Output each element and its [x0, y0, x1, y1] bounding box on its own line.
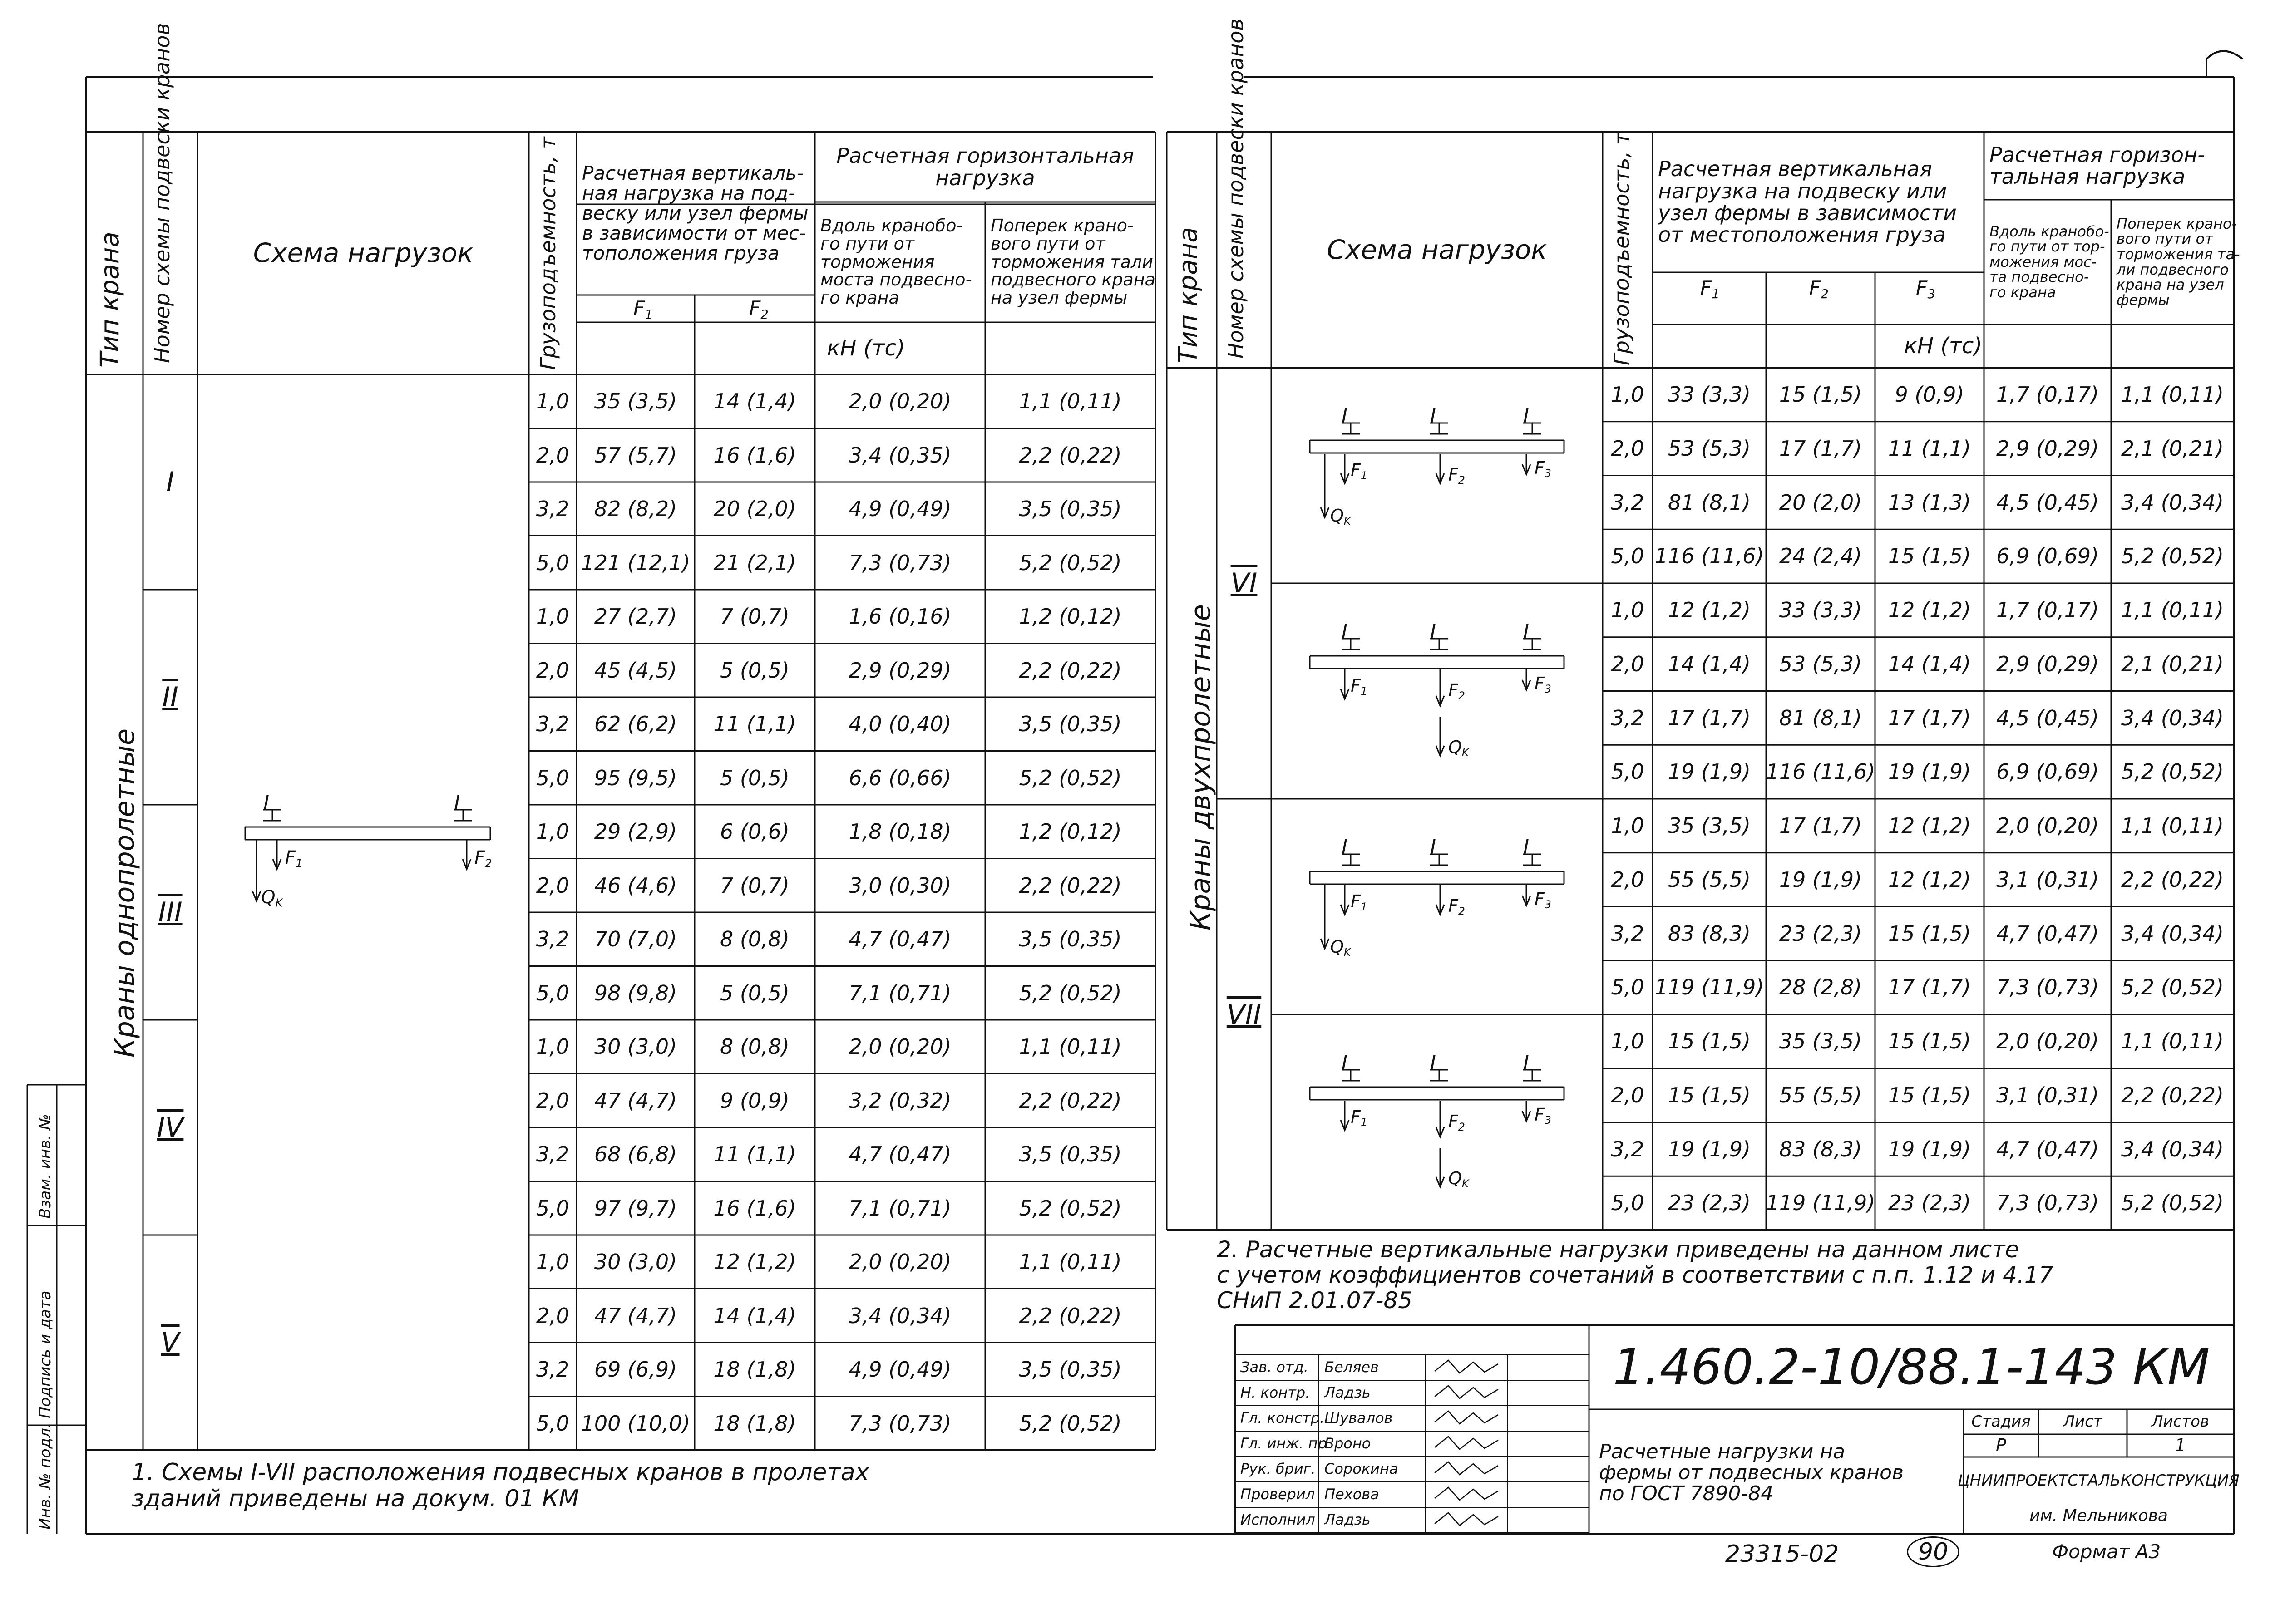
right-cell-r8-c2: 17 (1,7): [1779, 813, 1862, 838]
right-scheme-mark-a-2: I: [1342, 836, 1347, 859]
left-cell-r2-c3: 4,9 (0,49): [849, 497, 952, 522]
left-cell-r13-c3: 3,2 (0,32): [849, 1088, 952, 1113]
left-cell-r7-c3: 6,6 (0,66): [849, 765, 952, 790]
left-cell-r19-c1: 100 (10,0): [581, 1411, 691, 1436]
f1-header: F1: [633, 297, 653, 322]
scheme-number-VI: VI: [1230, 567, 1258, 599]
left-cell-r4-c3: 1,6 (0,16): [849, 604, 952, 629]
stage-label: Стадия: [1971, 1412, 2031, 1431]
right-cell-r10-c3: 15 (1,5): [1888, 921, 1971, 946]
right-cell-r9-c4: 3,1 (0,31): [1996, 867, 2099, 892]
right-cell-r3-c4: 6,9 (0,69): [1996, 544, 2099, 569]
right-cell-r5-c1: 14 (1,4): [1668, 651, 1751, 676]
left-cell-r3-c4: 5,2 (0,52): [1019, 550, 1122, 575]
right-cell-r5-c4: 2,9 (0,29): [1996, 651, 2099, 676]
left-cell-r19-c4: 5,2 (0,52): [1019, 1411, 1122, 1436]
left-cell-r5-c1: 45 (4,5): [594, 658, 677, 683]
left-cell-r6-c2: 11 (1,1): [713, 712, 796, 737]
right-cell-r5-c5: 2,1 (0,21): [2121, 651, 2224, 676]
left-cell-r9-c4: 2,2 (0,22): [1019, 873, 1122, 898]
right-cell-r11-c3: 17 (1,7): [1888, 975, 1971, 1000]
left-scheme-mark-2: I: [454, 792, 460, 815]
left-cell-r18-c0: 3,2: [536, 1357, 570, 1382]
right-cell-r2-c5: 3,4 (0,34): [2121, 490, 2224, 515]
left-cell-r19-c3: 7,3 (0,73): [849, 1411, 952, 1436]
side-label-2: Взам. инв. №: [36, 1114, 54, 1219]
left-cell-r10-c0: 3,2: [536, 927, 570, 952]
unit-header: кН (тс): [827, 335, 905, 361]
left-cell-r14-c0: 3,2: [536, 1142, 570, 1167]
left-cell-r17-c4: 2,2 (0,22): [1019, 1303, 1122, 1328]
right-cell-r3-c0: 5,0: [1611, 544, 1644, 569]
left-cell-r19-c2: 18 (1,8): [713, 1411, 796, 1436]
right-scheme-qk-0: QK: [1330, 506, 1351, 528]
scheme-number-VII: VII: [1226, 998, 1262, 1030]
title-role-1: Н. контр.: [1240, 1384, 1310, 1402]
right-cell-r14-c0: 3,2: [1611, 1137, 1644, 1161]
right-cell-r11-c0: 5,0: [1611, 975, 1644, 1000]
load-scheme-header-right: Схема нагрузок: [1327, 234, 1547, 265]
left-cell-r8-c2: 6 (0,6): [720, 819, 790, 844]
right-cell-r10-c2: 23 (2,3): [1779, 921, 1862, 946]
title-name-6: Ладзь: [1324, 1511, 1371, 1529]
right-cell-r6-c1: 17 (1,7): [1668, 705, 1751, 730]
right-cell-r2-c0: 3,2: [1611, 490, 1644, 515]
right-cell-r13-c2: 55 (5,5): [1779, 1083, 1862, 1107]
right-cell-r8-c5: 1,1 (0,11): [2121, 813, 2224, 838]
right-cell-r15-c5: 5,2 (0,52): [2121, 1191, 2224, 1216]
left-cell-r10-c4: 3,5 (0,35): [1019, 927, 1122, 952]
right-scheme-qk-3: QK: [1448, 1168, 1469, 1191]
right-scheme-f1-3: F1: [1351, 1107, 1367, 1129]
left-cell-r2-c0: 3,2: [536, 497, 570, 522]
left-cell-r1-c3: 3,4 (0,35): [849, 443, 952, 468]
right-cell-r7-c5: 5,2 (0,52): [2121, 759, 2224, 784]
left-cell-r6-c3: 4,0 (0,40): [849, 712, 952, 737]
right-cell-r15-c0: 5,0: [1611, 1191, 1644, 1216]
left-cell-r18-c4: 3,5 (0,35): [1019, 1357, 1122, 1382]
left-cell-r3-c3: 7,3 (0,73): [849, 550, 952, 575]
right-scheme-f3-3: F3: [1535, 1105, 1551, 1127]
right-cell-r13-c4: 3,1 (0,31): [1996, 1083, 2099, 1107]
right-cell-r12-c0: 1,0: [1611, 1029, 1644, 1054]
right-cell-r11-c5: 5,2 (0,52): [2121, 975, 2224, 1000]
left-cell-r17-c1: 47 (4,7): [594, 1303, 677, 1328]
sheet-label: Лист: [2063, 1412, 2102, 1431]
scheme-number-header-right: Номер схемы подвески кранов: [1224, 18, 1248, 359]
organization-name: ЦНИИПРОЕКТСТАЛЬКОНСТРУКЦИЯ: [1958, 1471, 2240, 1490]
right-cell-r4-c0: 1,0: [1611, 598, 1644, 623]
right-scheme-f3-0: F3: [1535, 458, 1551, 480]
scheme-number-IV: IV: [157, 1111, 184, 1143]
right-cell-r8-c0: 1,0: [1611, 813, 1644, 838]
organization-subtitle: им. Мельникова: [2029, 1506, 2168, 1526]
left-cell-r14-c4: 3,5 (0,35): [1019, 1142, 1122, 1167]
vertical-load-header: Расчетная вертикаль- ная нагрузка на под- веску или узел фермы в зависимости от мес- тоположения груза: [582, 162, 809, 265]
title-role-3: Гл. инж. пр.: [1240, 1435, 1332, 1452]
left-cell-r3-c1: 121 (12,1): [581, 550, 691, 575]
unit-header-right: кН (тс): [1904, 333, 1983, 359]
left-cell-r13-c1: 47 (4,7): [594, 1088, 677, 1113]
single-span-cranes-label: Краны однопролетные: [109, 728, 141, 1058]
left-cell-r4-c4: 1,2 (0,12): [1019, 604, 1122, 629]
left-cell-r9-c0: 2,0: [536, 873, 570, 898]
capacity-header-right: Грузоподъемность, т: [1609, 132, 1634, 365]
left-cell-r15-c0: 5,0: [536, 1196, 570, 1220]
left-scheme-f1: F1: [285, 847, 303, 870]
right-cell-r8-c1: 35 (3,5): [1668, 813, 1751, 838]
f2-header: F2: [749, 297, 769, 322]
right-cell-r5-c3: 14 (1,4): [1888, 651, 1971, 676]
right-scheme-mark-b-3: I: [1430, 1051, 1436, 1074]
left-cell-r1-c2: 16 (1,6): [713, 443, 796, 468]
right-scheme-mark-b-0: I: [1430, 404, 1436, 428]
left-cell-r5-c4: 2,2 (0,22): [1019, 658, 1122, 683]
right-cell-r15-c4: 7,3 (0,73): [1996, 1191, 2099, 1216]
left-cell-r11-c1: 98 (9,8): [594, 980, 677, 1005]
right-scheme-mark-b-1: I: [1430, 620, 1436, 643]
right-cell-r0-c3: 9 (0,9): [1895, 382, 1964, 407]
left-cell-r8-c3: 1,8 (0,18): [849, 819, 952, 844]
scheme-number-III: III: [158, 896, 183, 928]
left-cell-r10-c3: 4,7 (0,47): [849, 927, 952, 952]
sheets-value: 1: [2175, 1435, 2186, 1456]
scheme-number-I: I: [166, 466, 174, 498]
left-cell-r18-c2: 18 (1,8): [713, 1357, 796, 1382]
left-cell-r18-c1: 69 (6,9): [594, 1357, 677, 1382]
right-cell-r2-c4: 4,5 (0,45): [1996, 490, 2099, 515]
right-cell-r14-c5: 3,4 (0,34): [2121, 1137, 2224, 1161]
left-cell-r8-c0: 1,0: [536, 819, 570, 844]
right-cell-r7-c1: 19 (1,9): [1668, 759, 1751, 784]
left-cell-r6-c4: 3,5 (0,35): [1019, 712, 1122, 737]
right-cell-r12-c5: 1,1 (0,11): [2121, 1029, 2224, 1054]
right-scheme-f3-2: F3: [1535, 889, 1551, 911]
right-cell-r9-c3: 12 (1,2): [1888, 867, 1971, 892]
left-cell-r1-c0: 2,0: [536, 443, 570, 468]
f2-header-right: F2: [1809, 276, 1829, 302]
right-scheme-f2-2: F2: [1448, 896, 1465, 918]
left-cell-r12-c1: 30 (3,0): [594, 1034, 677, 1059]
left-cell-r3-c0: 5,0: [536, 550, 570, 575]
right-scheme-qk-1: QK: [1448, 737, 1469, 759]
left-cell-r6-c1: 62 (6,2): [594, 712, 677, 737]
left-cell-r1-c1: 57 (5,7): [594, 443, 677, 468]
title-role-4: Рук. бриг.: [1240, 1460, 1316, 1478]
left-cell-r15-c1: 97 (9,7): [594, 1196, 677, 1220]
left-cell-r12-c4: 1,1 (0,11): [1019, 1034, 1122, 1059]
double-span-cranes-label: Краны двухпролетные: [1185, 604, 1217, 930]
left-scheme-qk: QK: [261, 887, 283, 910]
left-scheme-f2: F2: [474, 847, 492, 870]
drawing-title: Расчетные нагрузки на фермы от подвесных кранов по ГОСТ 7890-84: [1599, 1440, 1904, 1506]
right-cell-r5-c2: 53 (5,3): [1779, 651, 1862, 676]
left-cell-r10-c1: 70 (7,0): [594, 927, 677, 952]
left-cell-r0-c0: 1,0: [536, 389, 570, 414]
document-code: 1.460.2-10/88.1-143 КМ: [1613, 1339, 2210, 1396]
right-scheme-mark-c-1: I: [1523, 620, 1529, 643]
title-role-2: Гл. констр.: [1240, 1409, 1325, 1427]
right-cell-r1-c1: 53 (5,3): [1668, 436, 1751, 461]
right-cell-r2-c2: 20 (2,0): [1779, 490, 1862, 515]
right-scheme-f2-0: F2: [1448, 465, 1465, 487]
right-cell-r1-c2: 17 (1,7): [1779, 436, 1862, 461]
left-cell-r17-c0: 2,0: [536, 1303, 570, 1328]
left-cell-r4-c2: 7 (0,7): [720, 604, 790, 629]
right-scheme-mark-c-0: I: [1523, 404, 1529, 428]
format-label: Формат А3: [2052, 1540, 2161, 1563]
right-cell-r6-c0: 3,2: [1611, 705, 1644, 730]
left-scheme-mark-1: I: [263, 792, 269, 815]
right-cell-r7-c3: 19 (1,9): [1888, 759, 1971, 784]
right-scheme-mark-c-3: I: [1523, 1051, 1529, 1074]
right-cell-r1-c3: 11 (1,1): [1888, 436, 1971, 461]
right-cell-r3-c3: 15 (1,5): [1888, 544, 1971, 569]
right-cell-r0-c5: 1,1 (0,11): [2121, 382, 2224, 407]
title-role-0: Зав. отд.: [1240, 1358, 1308, 1376]
left-cell-r16-c1: 30 (3,0): [594, 1250, 677, 1275]
right-scheme-mark-a-3: I: [1342, 1051, 1347, 1074]
crane-type-header: Тип крана: [95, 231, 125, 368]
title-name-4: Сорокина: [1324, 1460, 1398, 1478]
right-cell-r4-c1: 12 (1,2): [1668, 598, 1751, 623]
right-scheme-mark-c-2: I: [1523, 836, 1529, 859]
right-scheme-mark-a-1: I: [1342, 620, 1347, 643]
side-label-0: Инв. № подл.: [36, 1423, 54, 1530]
left-cell-r10-c2: 8 (0,8): [720, 927, 790, 952]
horizontal-load-header: Расчетная горизонтальная нагрузка: [836, 143, 1134, 190]
left-cell-r7-c0: 5,0: [536, 765, 570, 790]
right-cell-r0-c1: 33 (3,3): [1668, 382, 1751, 407]
left-cell-r4-c1: 27 (2,7): [594, 604, 677, 629]
right-scheme-f2-3: F2: [1448, 1112, 1465, 1134]
right-cell-r15-c2: 119 (11,9): [1766, 1191, 1875, 1216]
right-cell-r8-c3: 12 (1,2): [1888, 813, 1971, 838]
right-cell-r7-c4: 6,9 (0,69): [1996, 759, 2099, 784]
right-cell-r15-c3: 23 (2,3): [1888, 1191, 1971, 1216]
sheets-label: Листов: [2151, 1412, 2209, 1431]
right-scheme-f1-1: F1: [1351, 676, 1367, 698]
right-cell-r3-c2: 24 (2,4): [1779, 544, 1862, 569]
right-cell-r10-c1: 83 (8,3): [1668, 921, 1751, 946]
left-cell-r11-c4: 5,2 (0,52): [1019, 980, 1122, 1005]
side-label-1: Подпись и дата: [36, 1290, 54, 1418]
left-cell-r11-c3: 7,1 (0,71): [849, 980, 952, 1005]
right-cell-r4-c4: 1,7 (0,17): [1996, 598, 2099, 623]
left-cell-r5-c0: 2,0: [536, 658, 570, 683]
right-scheme-f1-0: F1: [1351, 460, 1367, 482]
right-cell-r1-c4: 2,9 (0,29): [1996, 436, 2099, 461]
left-cell-r12-c3: 2,0 (0,20): [849, 1034, 952, 1059]
right-cell-r12-c1: 15 (1,5): [1668, 1029, 1751, 1054]
right-cell-r15-c1: 23 (2,3): [1668, 1191, 1751, 1216]
right-cell-r14-c3: 19 (1,9): [1888, 1137, 1971, 1161]
title-role-5: Проверил: [1240, 1486, 1315, 1503]
right-cell-r13-c3: 15 (1,5): [1888, 1083, 1971, 1107]
right-cell-r12-c3: 15 (1,5): [1888, 1029, 1971, 1054]
vertical-load-header-right: Расчетная вертикальная нагрузка на подвеску или узел фермы в зависимости от местоположения груза: [1658, 157, 1957, 247]
left-cell-r3-c2: 21 (2,1): [713, 550, 796, 575]
left-cell-r2-c2: 20 (2,0): [713, 497, 796, 522]
right-cell-r9-c1: 55 (5,5): [1668, 867, 1751, 892]
right-cell-r9-c0: 2,0: [1611, 867, 1644, 892]
capacity-header: Грузоподъемность, т: [536, 137, 560, 370]
left-cell-r9-c3: 3,0 (0,30): [849, 873, 952, 898]
right-cell-r2-c3: 13 (1,3): [1888, 490, 1971, 515]
title-name-2: Шувалов: [1324, 1409, 1393, 1427]
scheme-number-header: Номер схемы подвески кранов: [150, 23, 174, 363]
stage-value: Р: [1996, 1435, 2006, 1456]
right-cell-r3-c5: 5,2 (0,52): [2121, 544, 2224, 569]
across-crane-path-header-right: Поперек крано- вого пути от торможения та- ли подвесного крана на узел фермы: [2117, 215, 2240, 309]
left-cell-r9-c1: 46 (4,6): [594, 873, 677, 898]
left-cell-r12-c0: 1,0: [536, 1034, 570, 1059]
left-cell-r0-c3: 2,0 (0,20): [849, 389, 952, 414]
right-cell-r14-c4: 4,7 (0,47): [1996, 1137, 2099, 1161]
right-cell-r10-c4: 4,7 (0,47): [1996, 921, 2099, 946]
right-scheme-f1-2: F1: [1351, 891, 1367, 914]
left-cell-r14-c1: 68 (6,8): [594, 1142, 677, 1167]
along-crane-path-header-right: Вдоль кранобо- го пути от тор- можения мос- та подвесно- го крана: [1989, 222, 2109, 301]
left-cell-r16-c3: 2,0 (0,20): [849, 1250, 952, 1275]
right-cell-r10-c5: 3,4 (0,34): [2121, 921, 2224, 946]
note-2: 2. Расчетные вертикальные нагрузки приведены на данном листе с учетом коэффициентов сочетаний в соответствии с п.п. 1.12 и 4.17 СНиП 2.01.07-85: [1217, 1236, 2053, 1314]
right-scheme-f2-1: F2: [1448, 680, 1465, 703]
archive-number: 23315-02: [1725, 1540, 1839, 1568]
left-cell-r14-c2: 11 (1,1): [713, 1142, 796, 1167]
left-cell-r2-c1: 82 (8,2): [594, 497, 677, 522]
left-cell-r15-c3: 7,1 (0,71): [849, 1196, 952, 1220]
right-scheme-qk-2: QK: [1330, 937, 1351, 959]
right-cell-r10-c0: 3,2: [1611, 921, 1644, 946]
title-role-6: Исполнил: [1240, 1511, 1315, 1529]
left-cell-r0-c2: 14 (1,4): [713, 389, 796, 414]
right-cell-r7-c2: 116 (11,6): [1766, 759, 1875, 784]
left-cell-r16-c4: 1,1 (0,11): [1019, 1250, 1122, 1275]
title-name-0: Беляев: [1324, 1358, 1379, 1376]
left-cell-r8-c4: 1,2 (0,12): [1019, 819, 1122, 844]
left-cell-r7-c2: 5 (0,5): [720, 765, 790, 790]
left-cell-r15-c2: 16 (1,6): [713, 1196, 796, 1220]
right-cell-r7-c0: 5,0: [1611, 759, 1644, 784]
title-name-3: Вроно: [1324, 1435, 1371, 1452]
right-cell-r13-c5: 2,2 (0,22): [2121, 1083, 2224, 1107]
right-cell-r6-c2: 81 (8,1): [1779, 705, 1862, 730]
left-cell-r12-c2: 8 (0,8): [720, 1034, 790, 1059]
left-cell-r16-c2: 12 (1,2): [713, 1250, 796, 1275]
left-cell-r7-c4: 5,2 (0,52): [1019, 765, 1122, 790]
right-cell-r4-c2: 33 (3,3): [1779, 598, 1862, 623]
left-cell-r17-c2: 14 (1,4): [713, 1303, 796, 1328]
right-cell-r13-c1: 15 (1,5): [1668, 1083, 1751, 1107]
scheme-number-II: II: [162, 681, 178, 713]
right-scheme-f3-1: F3: [1535, 674, 1551, 696]
left-cell-r9-c2: 7 (0,7): [720, 873, 790, 898]
left-cell-r6-c0: 3,2: [536, 712, 570, 737]
left-cell-r13-c4: 2,2 (0,22): [1019, 1088, 1122, 1113]
right-scheme-mark-a-0: I: [1342, 404, 1347, 428]
load-scheme-header: Схема нагрузок: [253, 237, 474, 269]
right-scheme-mark-b-2: I: [1430, 836, 1436, 859]
right-cell-r3-c1: 116 (11,6): [1654, 544, 1764, 569]
left-cell-r7-c1: 95 (9,5): [594, 765, 677, 790]
right-cell-r0-c2: 15 (1,5): [1779, 382, 1862, 407]
left-cell-r13-c0: 2,0: [536, 1088, 570, 1113]
left-cell-r19-c0: 5,0: [536, 1411, 570, 1436]
right-cell-r4-c3: 12 (1,2): [1888, 598, 1971, 623]
note-1: 1. Схемы I-VII расположения подвесных кранов в пролетах зданий приведены на докум. 01 КМ: [132, 1459, 869, 1513]
right-cell-r13-c0: 2,0: [1611, 1083, 1644, 1107]
left-cell-r11-c0: 5,0: [536, 980, 570, 1005]
left-cell-r5-c2: 5 (0,5): [720, 658, 790, 683]
right-cell-r6-c4: 4,5 (0,45): [1996, 705, 2099, 730]
right-cell-r11-c2: 28 (2,8): [1779, 975, 1862, 1000]
right-cell-r12-c2: 35 (3,5): [1779, 1029, 1862, 1054]
right-cell-r11-c4: 7,3 (0,73): [1996, 975, 2099, 1000]
left-cell-r4-c0: 1,0: [536, 604, 570, 629]
left-cell-r18-c3: 4,9 (0,49): [849, 1357, 952, 1382]
f3-header-right: F3: [1916, 276, 1935, 302]
left-cell-r5-c3: 2,9 (0,29): [849, 658, 952, 683]
left-cell-r15-c4: 5,2 (0,52): [1019, 1196, 1122, 1220]
left-cell-r17-c3: 3,4 (0,34): [849, 1303, 952, 1328]
right-cell-r12-c4: 2,0 (0,20): [1996, 1029, 2099, 1054]
left-cell-r8-c1: 29 (2,9): [594, 819, 677, 844]
horizontal-load-header-right: Расчетная горизон- тальная нагрузка: [1989, 142, 2205, 189]
left-cell-r0-c4: 1,1 (0,11): [1019, 389, 1122, 414]
right-cell-r14-c1: 19 (1,9): [1668, 1137, 1751, 1161]
left-cell-r13-c2: 9 (0,9): [720, 1088, 790, 1113]
page-number: 90: [1907, 1536, 1959, 1567]
right-cell-r1-c0: 2,0: [1611, 436, 1644, 461]
right-cell-r8-c4: 2,0 (0,20): [1996, 813, 2099, 838]
right-cell-r2-c1: 81 (8,1): [1668, 490, 1751, 515]
right-cell-r9-c2: 19 (1,9): [1779, 867, 1862, 892]
right-cell-r1-c5: 2,1 (0,21): [2121, 436, 2224, 461]
right-cell-r0-c0: 1,0: [1611, 382, 1644, 407]
right-cell-r14-c2: 83 (8,3): [1779, 1137, 1862, 1161]
right-cell-r4-c5: 1,1 (0,11): [2121, 598, 2224, 623]
left-cell-r14-c3: 4,7 (0,47): [849, 1142, 952, 1167]
right-cell-r5-c0: 2,0: [1611, 651, 1644, 676]
scheme-number-V: V: [161, 1326, 180, 1358]
right-cell-r11-c1: 119 (11,9): [1654, 975, 1764, 1000]
right-cell-r9-c5: 2,2 (0,22): [2121, 867, 2224, 892]
left-cell-r2-c4: 3,5 (0,35): [1019, 497, 1122, 522]
left-cell-r16-c0: 1,0: [536, 1250, 570, 1275]
right-cell-r6-c5: 3,4 (0,34): [2121, 705, 2224, 730]
title-name-5: Пехова: [1324, 1486, 1379, 1503]
along-crane-path-header: Вдоль кранобо- го пути от торможения моста подвесно- го крана: [820, 215, 972, 308]
across-crane-path-header: Поперек крано- вого пути от торможения тали подвесного крана на узел фермы: [991, 215, 1155, 308]
crane-type-header-right: Тип крана: [1174, 227, 1203, 363]
left-cell-r1-c4: 2,2 (0,22): [1019, 443, 1122, 468]
right-cell-r6-c3: 17 (1,7): [1888, 705, 1971, 730]
right-cell-r0-c4: 1,7 (0,17): [1996, 382, 2099, 407]
title-name-1: Ладзь: [1324, 1384, 1371, 1402]
f1-header-right: F1: [1700, 276, 1720, 302]
left-cell-r11-c2: 5 (0,5): [720, 980, 790, 1005]
left-cell-r0-c1: 35 (3,5): [594, 389, 677, 414]
